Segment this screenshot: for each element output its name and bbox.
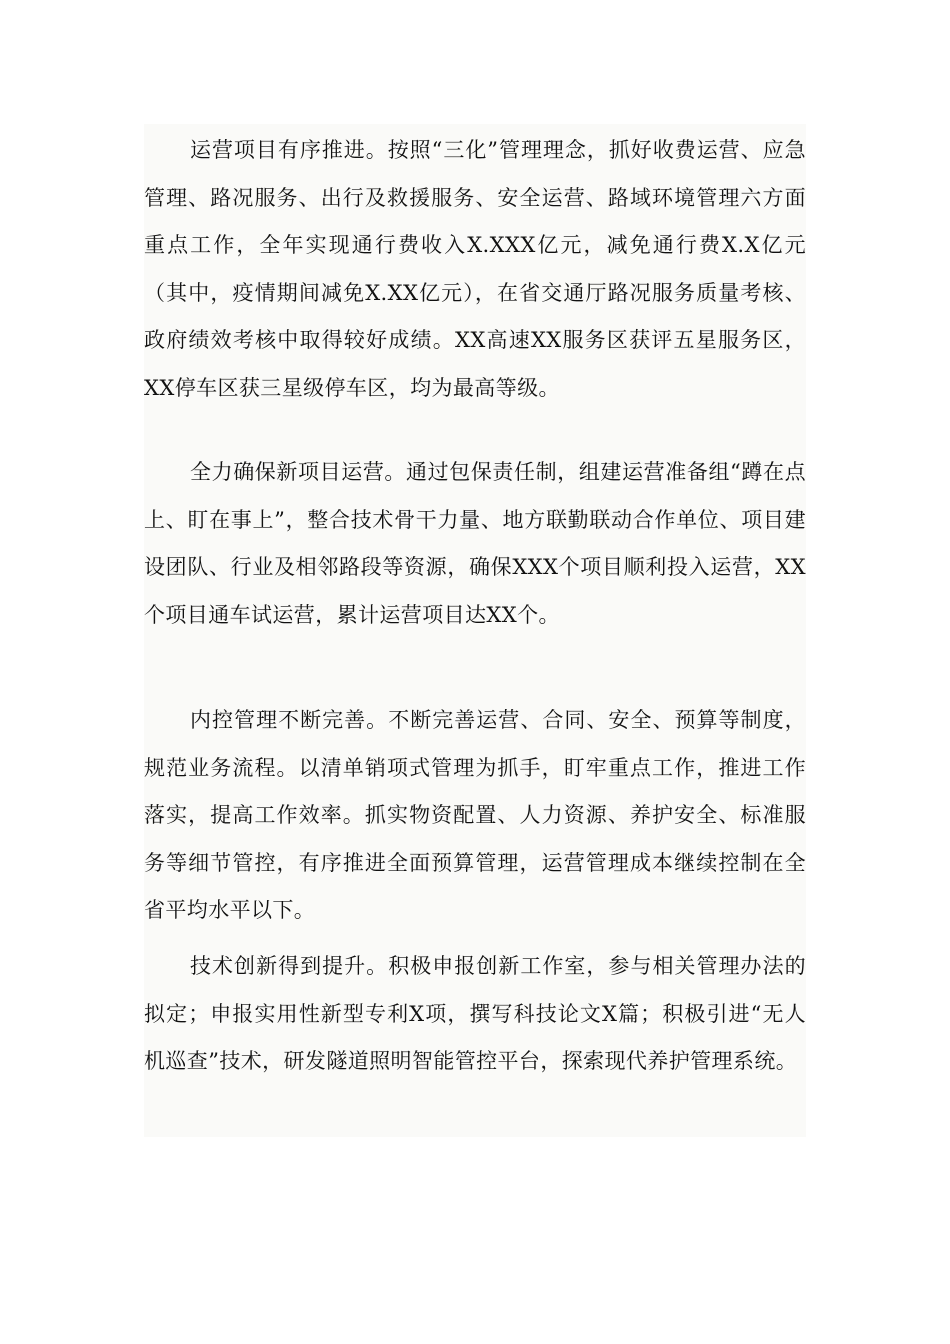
paragraph-tech-innovation: 技术创新得到提升。积极申报创新工作室，参与相关管理办法的拟定；申报实用性新型专利X项，撰写科技论文X篇；积极引进“无人机巡查”技术，研发隧道照明智能管控平台，探索现代养护管理系统。 (144, 954, 806, 1073)
document-body (144, 124, 806, 1137)
paragraph-new-projects: 全力确保新项目运营。通过包保责任制，组建运营准备组“蹲在点上、盯在事上”，整合技术骨干力量、地方联勤联动合作单位、项目建设团队、行业及相邻路段等资源，确保XXX个项目顺利投入运营，XX个项目通车试运营，累计运营项目达XX个。 (144, 460, 806, 627)
paragraph-internal-control: 内控管理不断完善。不断完善运营、合同、安全、预算等制度，规范业务流程。以清单销项式管理为抓手，盯牢重点工作，推进工作落实，提高工作效率。抓实物资配置、人力资源、养护安全、标准服务等细节管控，有序推进全面预算管理，运营管理成本继续控制在全省平均水平以下。 (144, 708, 806, 922)
paragraph-operations: 运营项目有序推进。按照“三化”管理理念，抓好收费运营、应急管理、路况服务、出行及救援服务、安全运营、路域环境管理六方面重点工作，全年实现通行费收入X.XXX亿元，减免通行费X.X亿元（其中，疫情期间减免X.XX亿元），在省交通厅路况服务质量考核、政府绩效考核中取得较好成绩。XX高速XX服务区获评五星服务区，XX停车区获三星级停车区，均为最高等级。 (144, 138, 806, 400)
